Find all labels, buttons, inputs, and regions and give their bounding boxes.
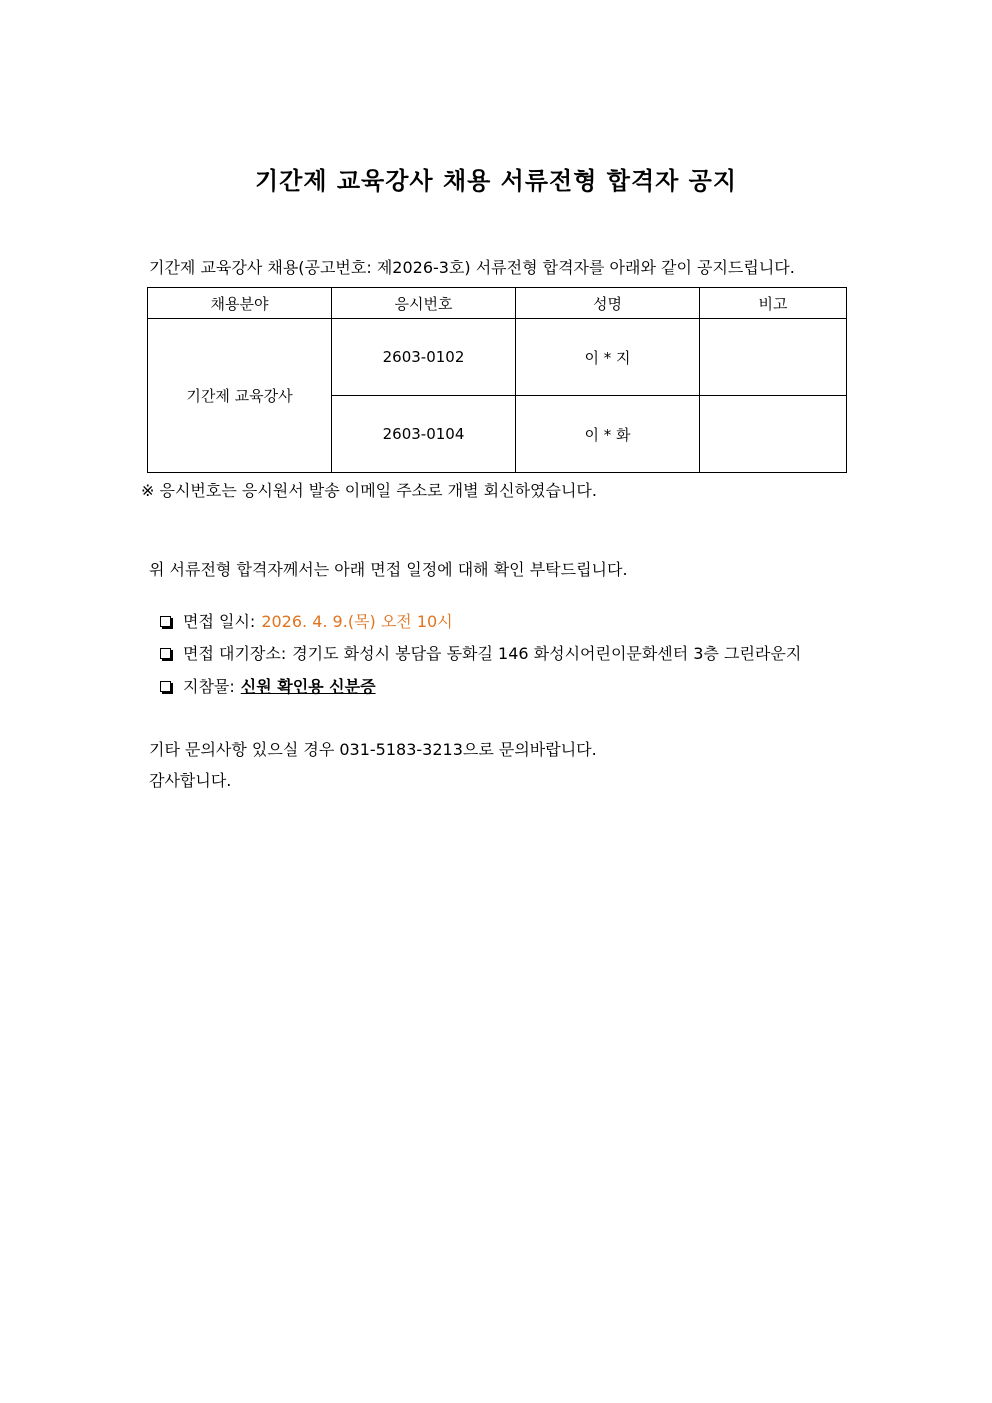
note-text: ※ 응시번호는 응시원서 발송 이메일 주소로 개별 회신하였습니다. [141, 481, 597, 500]
header-name: 성명 [516, 288, 700, 319]
checkbox-icon [160, 616, 171, 627]
schedule-place-item [160, 641, 801, 664]
cell-name: 이 * 화 [516, 396, 700, 473]
intro-text: 기간제 교육강사 채용(공고번호: 제2026-3호) 서류전형 합격자를 아래와 같이 공지드립니다. [149, 258, 795, 277]
cell-field: 기간제 교육강사 [148, 319, 332, 473]
cell-name: 이 * 지 [516, 319, 700, 396]
schedule-date-item [160, 609, 453, 632]
table-header-row [148, 288, 847, 319]
contact-text: 기타 문의사항 있으실 경우 031-5183-3213으로 문의바랍니다. [149, 740, 597, 759]
schedule-place-label: 면접 대기장소: [183, 644, 287, 663]
table-row [148, 319, 847, 396]
schedule-date-value: 2026. 4. 9.(목) 오전 10시 [261, 612, 453, 631]
schedule-items-value: 신원 확인용 신분증 [240, 677, 376, 696]
cell-number: 2603-0102 [332, 319, 516, 396]
page-title: 기간제 교육강사 채용 서류전형 합격자 공지 [254, 166, 738, 195]
header-field: 채용분야 [148, 288, 332, 319]
checkbox-icon [160, 681, 171, 692]
header-remark: 비고 [700, 288, 847, 319]
thanks-text: 감사합니다. [149, 771, 232, 790]
cell-remark [700, 319, 847, 396]
confirm-text: 위 서류전형 합격자께서는 아래 면접 일정에 대해 확인 부탁드립니다. [149, 560, 628, 579]
header-number: 응시번호 [332, 288, 516, 319]
schedule-date-label: 면접 일시: [183, 612, 256, 631]
checkbox-icon [160, 648, 171, 659]
cell-number: 2603-0104 [332, 396, 516, 473]
schedule-place-value: 경기도 화성시 봉담읍 동화길 146 화성시어린이문화센터 3층 그린라운지 [292, 644, 802, 663]
schedule-items-item [160, 674, 376, 697]
cell-remark [700, 396, 847, 473]
results-table [147, 287, 847, 473]
schedule-items-label: 지참물: [183, 677, 235, 696]
